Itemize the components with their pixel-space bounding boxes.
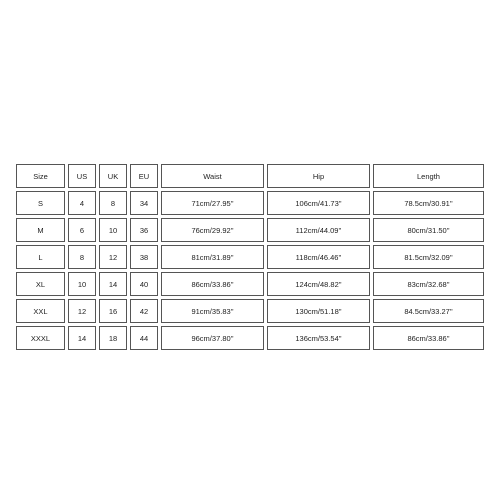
cell-length: 80cm/31.50'' [373,218,484,242]
cell-us: 14 [68,326,96,350]
cell-waist: 86cm/33.86'' [161,272,264,296]
header-cell-waist: Waist [161,164,264,188]
cell-hip: 106cm/41.73'' [267,191,370,215]
header-cell-us: US [68,164,96,188]
cell-size: M [16,218,65,242]
cell-us: 8 [68,245,96,269]
cell-eu: 36 [130,218,158,242]
cell-eu: 38 [130,245,158,269]
cell-size: XL [16,272,65,296]
cell-uk: 14 [99,272,127,296]
cell-waist: 81cm/31.89'' [161,245,264,269]
header-cell-size: Size [16,164,65,188]
cell-eu: 44 [130,326,158,350]
header-cell-uk: UK [99,164,127,188]
cell-hip: 130cm/51.18'' [267,299,370,323]
cell-waist: 76cm/29.92'' [161,218,264,242]
header-cell-eu: EU [130,164,158,188]
cell-us: 10 [68,272,96,296]
cell-length: 84.5cm/33.27'' [373,299,484,323]
cell-uk: 12 [99,245,127,269]
cell-size: XXL [16,299,65,323]
cell-eu: 40 [130,272,158,296]
table-row [16,272,484,296]
table-row [16,326,484,350]
cell-eu: 42 [130,299,158,323]
cell-us: 6 [68,218,96,242]
cell-size: S [16,191,65,215]
header-cell-length: Length [373,164,484,188]
cell-size: XXXL [16,326,65,350]
table-row [16,191,484,215]
cell-waist: 71cm/27.95'' [161,191,264,215]
header-cell-hip: Hip [267,164,370,188]
cell-length: 78.5cm/30.91'' [373,191,484,215]
cell-length: 83cm/32.68'' [373,272,484,296]
cell-hip: 124cm/48.82'' [267,272,370,296]
cell-us: 12 [68,299,96,323]
cell-eu: 34 [130,191,158,215]
cell-hip: 112cm/44.09'' [267,218,370,242]
cell-hip: 136cm/53.54'' [267,326,370,350]
cell-size: L [16,245,65,269]
cell-us: 4 [68,191,96,215]
cell-waist: 91cm/35.83'' [161,299,264,323]
cell-length: 86cm/33.86'' [373,326,484,350]
size-chart-table [13,161,487,353]
cell-uk: 16 [99,299,127,323]
table-row [16,245,484,269]
cell-length: 81.5cm/32.09'' [373,245,484,269]
cell-waist: 96cm/37.80'' [161,326,264,350]
table-row [16,299,484,323]
cell-hip: 118cm/46.46'' [267,245,370,269]
cell-uk: 18 [99,326,127,350]
cell-uk: 10 [99,218,127,242]
table-row [16,218,484,242]
table-header-row [16,164,484,188]
cell-uk: 8 [99,191,127,215]
